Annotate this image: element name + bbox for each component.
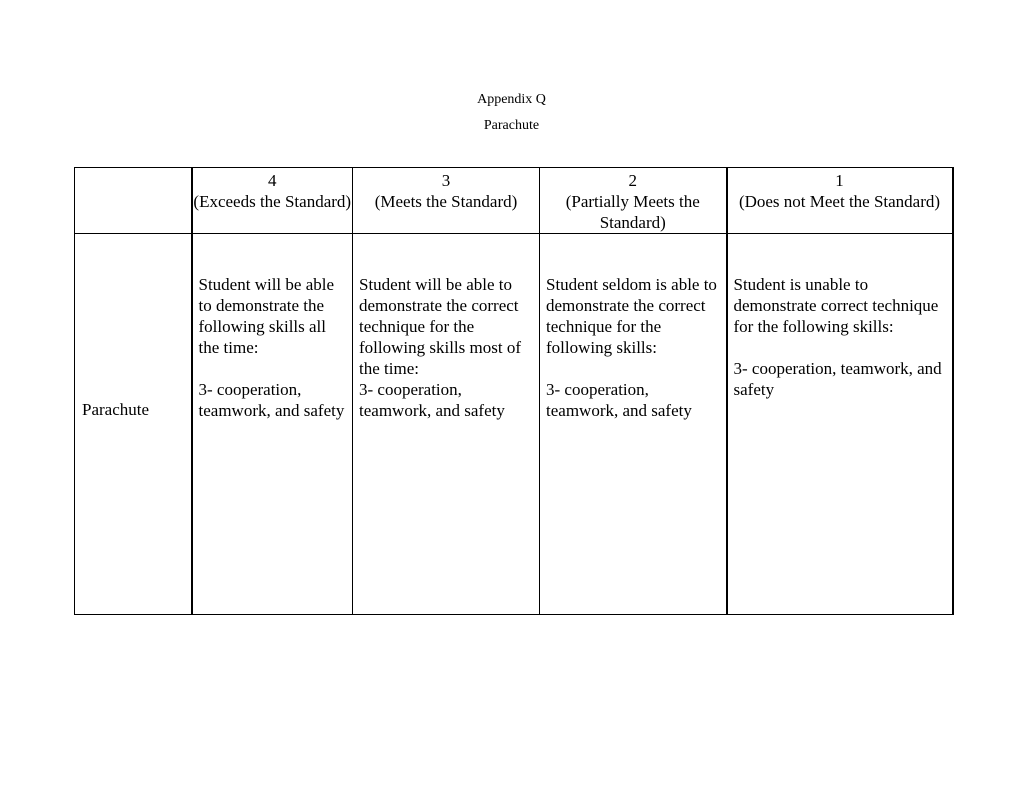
score-description: (Partially Meets the Standard) (565, 192, 700, 232)
rubric-table (74, 167, 954, 615)
header-cell-score-1 (727, 168, 953, 234)
rubric-corner-cell (75, 168, 192, 234)
page-subtitle: Parachute (483, 118, 540, 133)
score-description: (Exceeds the Standard) (193, 192, 352, 211)
rubric-row-parachute (75, 234, 953, 615)
criteria-cell-score-4 (192, 234, 353, 615)
criteria-cell-score-2 (540, 234, 727, 615)
row-label: Parachute (75, 234, 192, 615)
criteria-text: Student is unable to demonstrate correct technique for the following skills: 3- cooperation, teamwork, and safety (733, 275, 942, 399)
score-label: 1 (835, 171, 844, 190)
rubric-header-row (75, 168, 953, 234)
score-description: (Does not Meet the Standard) (738, 192, 941, 211)
score-label: 2 (628, 171, 637, 190)
criteria-cell-score-1 (727, 234, 953, 615)
score-label: 4 (268, 171, 277, 190)
criteria-cell-score-3 (353, 234, 540, 615)
criteria-text: Student seldom is able to demonstrate the correct technique for the following skills: 3- cooperation, teamwork, and safety (546, 275, 717, 420)
score-description: (Meets the Standard) (374, 192, 518, 211)
header-cell-score-3 (353, 168, 540, 234)
score-label: 3 (441, 171, 451, 190)
header-cell-score-2 (540, 168, 727, 234)
criteria-text: Student will be able to demonstrate the following skills all the time: 3- cooperation, teamwork, and safety (198, 275, 345, 420)
criteria-text: Student will be able to demonstrate the correct technique for the following skills most of the time: 3- cooperation, teamwork, and safety (359, 275, 521, 420)
appendix-title: Appendix Q (477, 92, 546, 107)
header-cell-score-4 (192, 168, 353, 234)
